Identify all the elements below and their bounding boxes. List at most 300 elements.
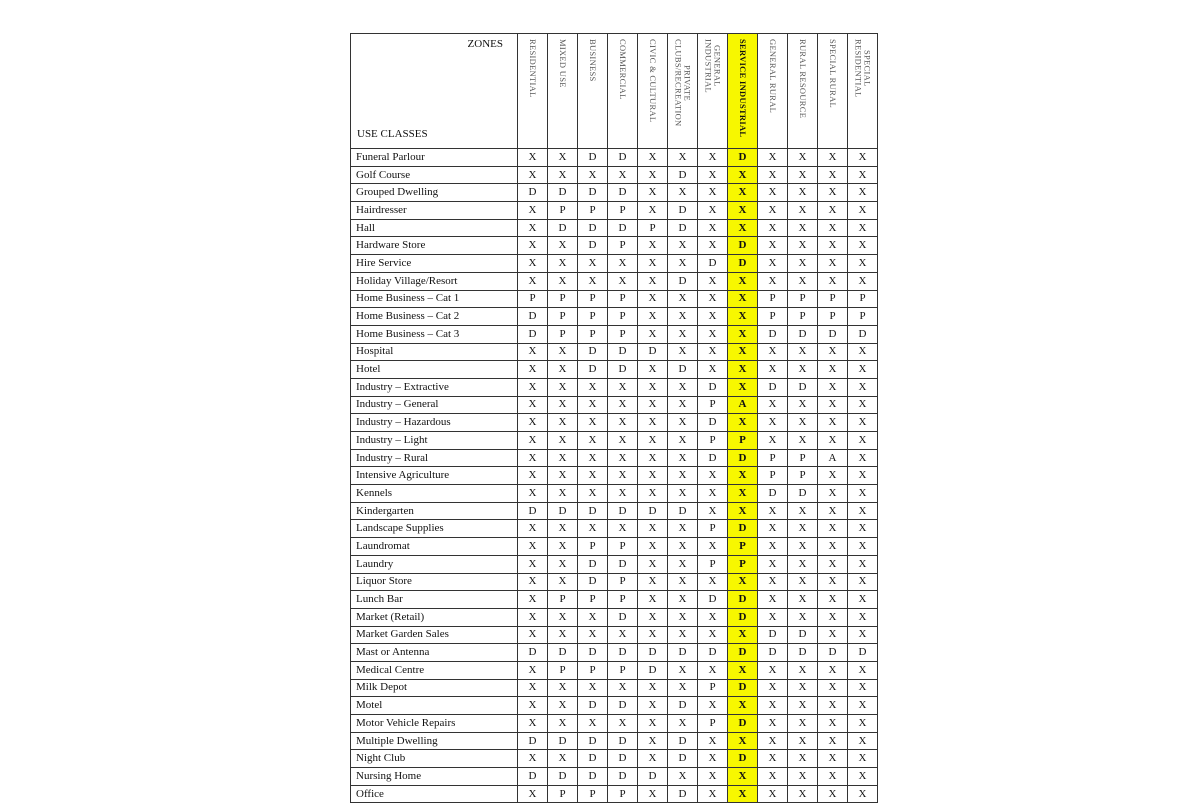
permission-cell: P — [698, 520, 728, 538]
use-class-name: Market Garden Sales — [351, 626, 518, 644]
use-class-name: Industry – Light — [351, 432, 518, 450]
permission-cell: X — [638, 414, 668, 432]
permission-cell: X — [758, 591, 788, 609]
zone-header — [698, 34, 728, 149]
permission-cell: X — [698, 343, 728, 361]
zone-header — [608, 34, 638, 149]
table-row — [351, 591, 878, 609]
permission-cell: X — [818, 361, 848, 379]
permission-cell: X — [548, 166, 578, 184]
permission-cell: X — [518, 591, 548, 609]
permission-cell: X — [818, 166, 848, 184]
permission-cell: X — [668, 237, 698, 255]
permission-cell: X — [698, 467, 728, 485]
permission-cell: X — [638, 591, 668, 609]
use-class-name: Medical Centre — [351, 661, 518, 679]
permission-cell: X — [638, 272, 668, 290]
use-class-name: Hardware Store — [351, 237, 518, 255]
permission-cell: D — [608, 343, 638, 361]
permission-cell: X — [578, 166, 608, 184]
permission-cell: X — [728, 697, 758, 715]
use-class-name: Kindergarten — [351, 502, 518, 520]
permission-cell: X — [518, 396, 548, 414]
permission-cell: X — [758, 732, 788, 750]
permission-cell: X — [848, 750, 878, 768]
permission-cell: X — [788, 520, 818, 538]
permission-cell: X — [728, 485, 758, 503]
permission-cell: X — [548, 750, 578, 768]
permission-cell: X — [518, 679, 548, 697]
table-row — [351, 502, 878, 520]
permission-cell: X — [518, 237, 548, 255]
permission-cell: X — [668, 184, 698, 202]
zone-label: GENERAL INDUSTRIAL — [703, 39, 723, 93]
permission-cell: D — [788, 325, 818, 343]
permission-cell: X — [788, 237, 818, 255]
permission-cell: X — [848, 449, 878, 467]
permission-cell: D — [518, 308, 548, 326]
permission-cell: P — [608, 237, 638, 255]
table-row — [351, 237, 878, 255]
use-class-name: Industry – General — [351, 396, 518, 414]
use-class-name: Grouped Dwelling — [351, 184, 518, 202]
permission-cell: D — [668, 750, 698, 768]
corner-header-cell — [351, 34, 518, 149]
permission-cell: X — [548, 608, 578, 626]
permission-cell: X — [638, 626, 668, 644]
zone-header — [518, 34, 548, 149]
permission-cell: P — [698, 432, 728, 450]
permission-cell: X — [758, 750, 788, 768]
permission-cell: D — [638, 644, 668, 662]
zone-label: SPECIAL RESIDENTIAL — [853, 39, 873, 98]
table-row — [351, 449, 878, 467]
permission-cell: D — [608, 555, 638, 573]
permission-cell: X — [638, 732, 668, 750]
permission-cell: X — [848, 785, 878, 803]
permission-cell: X — [518, 538, 548, 556]
permission-cell: X — [638, 308, 668, 326]
permission-cell: X — [518, 785, 548, 803]
permission-cell: X — [728, 785, 758, 803]
permission-cell: X — [788, 555, 818, 573]
permission-cell: X — [638, 432, 668, 450]
permission-cell: X — [638, 325, 668, 343]
permission-cell: X — [698, 538, 728, 556]
permission-cell: X — [728, 661, 758, 679]
permission-cell: X — [758, 166, 788, 184]
permission-cell: P — [578, 202, 608, 220]
permission-cell: X — [578, 608, 608, 626]
permission-cell: X — [728, 414, 758, 432]
permission-cell: X — [578, 414, 608, 432]
permission-cell: X — [638, 679, 668, 697]
permission-cell: X — [728, 272, 758, 290]
permission-cell: D — [548, 502, 578, 520]
permission-cell: X — [758, 520, 788, 538]
permission-cell: X — [818, 626, 848, 644]
permission-cell: X — [638, 361, 668, 379]
permission-cell: X — [698, 290, 728, 308]
permission-cell: X — [728, 378, 758, 396]
permission-cell: D — [608, 184, 638, 202]
permission-cell: D — [758, 378, 788, 396]
permission-cell: X — [608, 679, 638, 697]
permission-cell: X — [848, 432, 878, 450]
permission-cell: D — [848, 325, 878, 343]
permission-cell: X — [698, 308, 728, 326]
permission-cell: X — [848, 591, 878, 609]
permission-cell: X — [848, 467, 878, 485]
permission-cell: A — [728, 396, 758, 414]
permission-cell: P — [728, 555, 758, 573]
permission-cell: D — [728, 715, 758, 733]
permission-cell: X — [728, 502, 758, 520]
permission-cell: X — [548, 697, 578, 715]
permission-cell: D — [608, 149, 638, 167]
permission-cell: X — [848, 272, 878, 290]
permission-cell: P — [698, 555, 728, 573]
use-class-name: Motor Vehicle Repairs — [351, 715, 518, 733]
permission-cell: X — [668, 591, 698, 609]
use-class-name: Holiday Village/Resort — [351, 272, 518, 290]
permission-cell: X — [848, 768, 878, 786]
permission-cell: X — [608, 432, 638, 450]
permission-cell: D — [788, 644, 818, 662]
permission-cell: X — [788, 166, 818, 184]
permission-cell: X — [638, 184, 668, 202]
permission-cell: X — [548, 449, 578, 467]
permission-cell: X — [668, 378, 698, 396]
permission-cell: P — [608, 202, 638, 220]
permission-cell: X — [728, 290, 758, 308]
use-class-name: Home Business – Cat 2 — [351, 308, 518, 326]
use-class-name: Office — [351, 785, 518, 803]
permission-cell: X — [578, 679, 608, 697]
permission-cell: P — [788, 308, 818, 326]
permission-cell: X — [668, 768, 698, 786]
permission-cell: X — [608, 272, 638, 290]
permission-cell: X — [638, 149, 668, 167]
permission-cell: D — [758, 485, 788, 503]
permission-cell: X — [518, 343, 548, 361]
permission-cell: P — [788, 449, 818, 467]
permission-cell: P — [518, 290, 548, 308]
permission-cell: X — [758, 697, 788, 715]
permission-cell: P — [578, 591, 608, 609]
zone-label: COMMERCIAL — [618, 39, 628, 100]
permission-cell: X — [698, 626, 728, 644]
permission-cell: D — [668, 272, 698, 290]
permission-cell: D — [668, 166, 698, 184]
permission-cell: P — [548, 661, 578, 679]
permission-cell: X — [638, 697, 668, 715]
permission-cell: X — [728, 219, 758, 237]
permission-cell: X — [818, 573, 848, 591]
use-class-name: Hotel — [351, 361, 518, 379]
permission-cell: D — [638, 768, 668, 786]
table-row — [351, 378, 878, 396]
table-row — [351, 785, 878, 803]
permission-cell: X — [578, 449, 608, 467]
permission-cell: X — [788, 502, 818, 520]
permission-cell: X — [818, 432, 848, 450]
permission-cell: X — [788, 396, 818, 414]
permission-cell: X — [548, 555, 578, 573]
zone-header — [758, 34, 788, 149]
permission-cell: X — [818, 149, 848, 167]
permission-cell: D — [728, 449, 758, 467]
permission-cell: X — [638, 449, 668, 467]
permission-cell: X — [788, 591, 818, 609]
permission-cell: P — [698, 715, 728, 733]
permission-cell: X — [848, 237, 878, 255]
permission-cell: P — [758, 290, 788, 308]
permission-cell: D — [608, 361, 638, 379]
permission-cell: D — [698, 414, 728, 432]
permission-cell: X — [548, 255, 578, 273]
permission-cell: D — [698, 644, 728, 662]
permission-cell: P — [548, 591, 578, 609]
permission-cell: D — [728, 237, 758, 255]
permission-cell: X — [758, 255, 788, 273]
table-row — [351, 626, 878, 644]
permission-cell: P — [758, 467, 788, 485]
permission-cell: X — [668, 520, 698, 538]
permission-cell: X — [848, 608, 878, 626]
permission-cell: X — [818, 272, 848, 290]
permission-cell: X — [758, 149, 788, 167]
table-row — [351, 308, 878, 326]
permission-cell: X — [818, 202, 848, 220]
permission-cell: X — [818, 732, 848, 750]
use-classes-label: USE CLASSES — [357, 128, 428, 140]
table-row — [351, 414, 878, 432]
permission-cell: X — [818, 378, 848, 396]
permission-cell: D — [608, 697, 638, 715]
permission-cell: P — [608, 538, 638, 556]
permission-cell: X — [668, 626, 698, 644]
permission-cell: D — [578, 361, 608, 379]
permission-cell: X — [638, 202, 668, 220]
permission-cell: X — [818, 184, 848, 202]
table-row — [351, 432, 878, 450]
permission-cell: X — [758, 432, 788, 450]
permission-cell: X — [848, 555, 878, 573]
permission-cell: X — [638, 255, 668, 273]
permission-cell: X — [788, 255, 818, 273]
permission-cell: X — [548, 715, 578, 733]
permission-cell: X — [518, 449, 548, 467]
permission-cell: X — [818, 414, 848, 432]
permission-cell: D — [668, 502, 698, 520]
table-row — [351, 573, 878, 591]
table-row — [351, 149, 878, 167]
permission-cell: X — [758, 202, 788, 220]
permission-cell: P — [548, 290, 578, 308]
use-class-name: Laundromat — [351, 538, 518, 556]
permission-cell: X — [578, 520, 608, 538]
permission-cell: X — [608, 414, 638, 432]
permission-cell: P — [608, 573, 638, 591]
use-class-name: Home Business – Cat 3 — [351, 325, 518, 343]
permission-cell: P — [818, 308, 848, 326]
permission-cell: X — [728, 325, 758, 343]
permission-cell: X — [698, 573, 728, 591]
permission-cell: D — [578, 237, 608, 255]
table-row — [351, 732, 878, 750]
permission-cell: X — [728, 361, 758, 379]
permission-cell: X — [668, 608, 698, 626]
permission-cell: X — [668, 325, 698, 343]
permission-cell: P — [578, 290, 608, 308]
permission-cell: X — [848, 184, 878, 202]
permission-cell: X — [638, 485, 668, 503]
permission-cell: X — [578, 485, 608, 503]
permission-cell: X — [578, 272, 608, 290]
permission-cell: P — [548, 325, 578, 343]
permission-cell: P — [548, 308, 578, 326]
permission-cell: X — [848, 679, 878, 697]
permission-cell: P — [848, 290, 878, 308]
permission-cell: D — [518, 644, 548, 662]
table-row — [351, 520, 878, 538]
permission-cell: D — [578, 750, 608, 768]
permission-cell: P — [578, 538, 608, 556]
table-row — [351, 608, 878, 626]
table-row — [351, 697, 878, 715]
permission-cell: X — [818, 467, 848, 485]
permission-cell: X — [698, 184, 728, 202]
permission-cell: X — [758, 414, 788, 432]
permission-cell: D — [578, 732, 608, 750]
permission-cell: D — [728, 591, 758, 609]
permission-cell: X — [518, 432, 548, 450]
permission-cell: X — [638, 237, 668, 255]
permission-cell: P — [608, 661, 638, 679]
permission-cell: X — [698, 608, 728, 626]
permission-cell: D — [638, 661, 668, 679]
table-row — [351, 396, 878, 414]
permission-cell: X — [818, 679, 848, 697]
permission-cell: X — [788, 432, 818, 450]
permission-cell: D — [698, 449, 728, 467]
permission-cell: X — [698, 361, 728, 379]
permission-cell: X — [668, 538, 698, 556]
permission-cell: X — [518, 255, 548, 273]
table-row — [351, 644, 878, 662]
permission-cell: X — [578, 396, 608, 414]
use-class-name: Kennels — [351, 485, 518, 503]
permission-cell: D — [728, 149, 758, 167]
permission-cell: P — [608, 308, 638, 326]
permission-cell: X — [668, 715, 698, 733]
permission-cell: D — [818, 325, 848, 343]
permission-cell: D — [818, 644, 848, 662]
permission-cell: X — [758, 272, 788, 290]
use-class-name: Industry – Hazardous — [351, 414, 518, 432]
table-row — [351, 679, 878, 697]
permission-cell: P — [758, 308, 788, 326]
permission-cell: X — [518, 414, 548, 432]
permission-cell: X — [758, 679, 788, 697]
permission-cell: X — [518, 378, 548, 396]
zone-label: CIVIC & CULTURAL — [648, 39, 658, 123]
permission-cell: D — [728, 644, 758, 662]
permission-cell: D — [668, 202, 698, 220]
permission-cell: X — [548, 626, 578, 644]
use-class-name: Industry – Extractive — [351, 378, 518, 396]
permission-cell: X — [608, 255, 638, 273]
permission-cell: X — [848, 538, 878, 556]
permission-cell: X — [758, 343, 788, 361]
permission-cell: X — [758, 538, 788, 556]
permission-cell: X — [788, 538, 818, 556]
table-row — [351, 219, 878, 237]
table-row — [351, 661, 878, 679]
permission-cell: X — [848, 732, 878, 750]
use-class-name: Liquor Store — [351, 573, 518, 591]
zone-label: RESIDENTIAL — [528, 39, 538, 98]
permission-cell: X — [788, 785, 818, 803]
table-body — [351, 149, 878, 803]
permission-cell: X — [548, 467, 578, 485]
permission-cell: D — [668, 785, 698, 803]
permission-cell: X — [518, 202, 548, 220]
permission-cell: X — [518, 166, 548, 184]
zone-label: PRIVATE CLUBS/RECREATION — [673, 39, 693, 127]
permission-cell: D — [548, 219, 578, 237]
permission-cell: X — [698, 732, 728, 750]
permission-cell: X — [578, 432, 608, 450]
use-class-name: Night Club — [351, 750, 518, 768]
permission-cell: X — [728, 467, 758, 485]
permission-cell: D — [518, 502, 548, 520]
zone-header — [638, 34, 668, 149]
permission-cell: X — [668, 255, 698, 273]
permission-cell: D — [548, 768, 578, 786]
permission-cell: P — [608, 591, 638, 609]
permission-cell: P — [608, 325, 638, 343]
permission-cell: D — [728, 608, 758, 626]
permission-cell: X — [818, 255, 848, 273]
permission-cell: X — [848, 697, 878, 715]
permission-cell: D — [698, 591, 728, 609]
permission-cell: X — [518, 219, 548, 237]
zone-header — [578, 34, 608, 149]
permission-cell: X — [788, 732, 818, 750]
permission-cell: X — [818, 485, 848, 503]
use-class-name: Industry – Rural — [351, 449, 518, 467]
permission-cell: X — [848, 166, 878, 184]
permission-cell: X — [818, 396, 848, 414]
permission-cell: P — [698, 679, 728, 697]
permission-cell: D — [758, 626, 788, 644]
permission-cell: D — [788, 485, 818, 503]
permission-cell: X — [788, 661, 818, 679]
permission-cell: X — [758, 396, 788, 414]
permission-cell: X — [788, 679, 818, 697]
permission-cell: X — [518, 555, 548, 573]
table-row — [351, 255, 878, 273]
permission-cell: X — [698, 237, 728, 255]
permission-cell: X — [758, 608, 788, 626]
permission-cell: X — [788, 343, 818, 361]
permission-cell: X — [548, 679, 578, 697]
permission-cell: X — [578, 467, 608, 485]
permission-cell: X — [818, 785, 848, 803]
use-class-name: Nursing Home — [351, 768, 518, 786]
